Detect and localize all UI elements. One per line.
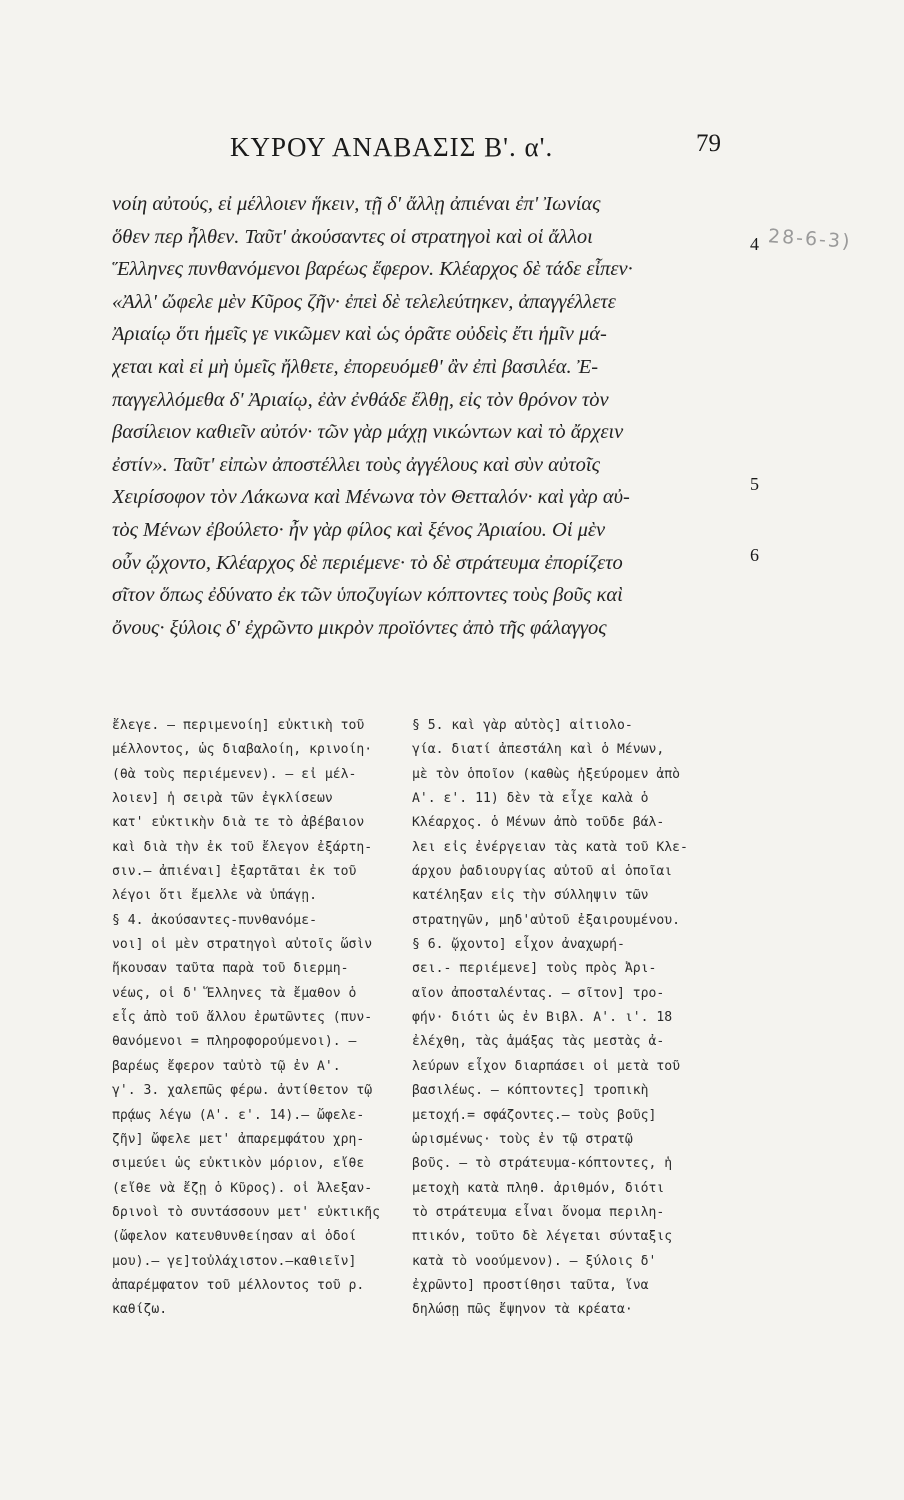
note-line: ἀπαρέμφατον τοῦ μέλλοντος τοῦ ρ. — [112, 1277, 365, 1293]
note-line: ζῆν] ὤφελε μετ' ἀπαρεμφάτου χρη- — [112, 1131, 365, 1147]
note-line: κατ' εὐκτικὴν διὰ τε τὸ ἀβέβαιον — [112, 815, 365, 831]
page-header — [0, 132, 904, 172]
text-line: Ἀριαίῳ ὅτι ἡμεῖς γε νικῶμεν καὶ ὡς ὁρᾶτε οὐδεὶς ἔτι ἡμῖν μά- — [112, 323, 607, 346]
note-line: αῖον ἀποσταλέντας. — σῖτον] τρο- — [412, 985, 665, 1001]
note-line: λοιεν] ἡ σειρὰ τῶν ἐγκλίσεων — [112, 791, 333, 807]
note-line: εἷς ἀπὸ τοῦ ἄλλου ἐρωτῶντες (πυν- — [112, 1010, 373, 1026]
note-line: κατέληξαν εἰς τὴν σύλληψιν τῶν — [412, 888, 649, 904]
note-line: γία. διατί ἀπεστάλη καὶ ὁ Μένων, — [412, 742, 665, 758]
note-line: (ὤφελον κατευθυνθείησαν αἱ ὁδοί — [112, 1229, 357, 1245]
note-line: πρᾴως λέγω (Α'. ε'. 14).— ὤφελε- — [112, 1107, 365, 1123]
margin-section-number: 4 — [750, 234, 759, 254]
note-line: πτικόν, τοῦτο δὲ λέγεται σύνταξις — [412, 1229, 673, 1245]
note-line: βασιλέως. — κόπτοντες] τροπικὴ — [412, 1083, 649, 1099]
text-line: χεται καὶ εἰ μὴ ὑμεῖς ἤλθετε, ἐπορευόμεθ' ἂν ἐπὶ βασιλέα. Ἐ- — [112, 355, 599, 378]
note-line: νοι] οἱ μὲν στρατηγοὶ αὐτοῖς ὥσὶν — [112, 937, 373, 953]
text-line: τὸς Μένων ἐβούλετο· ἦν γὰρ φίλος καὶ ξένος Ἀριαίου. Οἱ μὲν — [112, 518, 606, 541]
note-line: Κλέαρχος. ὁ Μένων ἀπὸ τοῦδε βάλ- — [412, 815, 665, 831]
note-line: § 6. ᾤχοντο] εἶχον ἀναχωρή- — [412, 937, 625, 953]
note-line: κατὰ τὸ νοούμενον). — ξύλοις δ' — [412, 1253, 657, 1269]
note-line: τὸ στράτευμα εἶναι ὄνομα περιλη- — [412, 1204, 665, 1220]
page-number: 79 — [696, 130, 721, 157]
text-line: οὖν ᾤχοντο, Κλέαρχος δὲ περιέμενε· τὸ δὲ στράτευμα ἐπορίζετο — [112, 551, 623, 574]
note-line: (εἴθε νὰ ἔζῃ ὁ Κῦρος). οἱ Ἀλεξαν- — [112, 1180, 373, 1196]
note-line: ἔλεγε. — περιμενοίη] εὐκτικὴ τοῦ — [112, 718, 365, 733]
note-line: καὶ διὰ τὴν ἐκ τοῦ ἔλεγον ἐξάρτη- — [112, 839, 373, 855]
note-line: γ'. 3. χαλεπῶς φέρω. ἀντίθετον τῷ — [112, 1083, 373, 1099]
note-line: δηλώσῃ πῶς ἔψηνον τὰ κρέατα· — [412, 1302, 633, 1318]
note-line: ὡρισμένως· τοὺς ἐν τῷ στρατῷ — [412, 1131, 633, 1147]
note-line: § 4. ἀκούσαντες-πυνθανόμε- — [112, 912, 317, 928]
note-line: λει εἰς ἐνέργειαν τὰς κατὰ τοῦ Κλε- — [412, 839, 688, 855]
note-line: βοῦς. — τὸ στράτευμα-κόπτοντες, ἡ — [412, 1156, 673, 1172]
commentary-right-column — [412, 714, 734, 1323]
note-line: ἐλέχθη, τὰς ἁμάξας τὰς μεστὰς ἀ- — [412, 1034, 665, 1050]
note-line: σιμεύει ὡς εὐκτικὸν μόριον, εἴθε — [112, 1156, 365, 1172]
text-line: βασίλειον καθιεῖν αὐτόν· τῶν γὰρ μάχῃ νικώντων καὶ τὸ ἄρχειν — [112, 421, 624, 444]
note-line: ἤκουσαν ταῦτα παρὰ τοῦ διερμη- — [112, 961, 349, 977]
note-line: Α'. ε'. 11) δὲν τὰ εἶχε καλὰ ὁ — [412, 791, 649, 807]
note-line: στρατηγῶν, μηδ'αὐτοῦ ἐξαιρουμένου. — [412, 912, 681, 928]
note-line: βαρέως ἔφερον ταὐτὸ τῷ ἐν Α'. — [112, 1058, 341, 1074]
note-line: λέγοι ὅτι ἔμελλε νὰ ὑπάγῃ. — [112, 888, 317, 904]
commentary-left-column — [112, 714, 434, 1323]
margin-section-number: 6 — [750, 545, 759, 565]
text-line: «Ἀλλ' ὤφελε μὲν Κῦρος ζῆν· ἐπεὶ δὲ τελελεύτηκεν, ἀπαγγέλλετε — [112, 290, 616, 313]
note-line: δρινοὶ τὸ συντάσσουν μετ' εὐκτικῆς — [112, 1204, 381, 1220]
text-line: σῖτον ὅπως ἐδύνατο ἐκ τῶν ὑποζυγίων κόπτοντες τοὺς βοῦς καὶ — [112, 584, 623, 607]
note-line: νέως, οἱ δ' Ἕλληνες τὰ ἔμαθον ὁ — [112, 985, 357, 1001]
note-line: § 5. καὶ γὰρ αὐτὸς] αἰτιολο- — [412, 718, 633, 733]
note-line: λεύρων εἶχον διαρπάσει οἱ μετὰ τοῦ — [412, 1058, 681, 1074]
text-line: ἐστίν». Ταῦτ' εἰπὼν ἀποστέλλει τοὺς ἀγγέλους καὶ σὺν αὐτοῖς — [112, 453, 600, 476]
note-line: καθίζω. — [112, 1302, 168, 1318]
text-line: ὄνους· ξύλοις δ' ἐχρῶντο μικρὸν προϊόντες ἀπὸ τῆς φάλαγγος — [112, 616, 607, 639]
note-line: μετοχή.= σφάζοντες.— τοὺς βοῦς] — [412, 1107, 657, 1123]
note-line: φήν· διότι ὡς ἐν Βιβλ. Α'. ι'. 18 — [412, 1010, 673, 1026]
note-line: μετοχὴ κατὰ πληθ. ἀριθμόν, διότι — [412, 1180, 665, 1196]
margin-section-number: 5 — [750, 474, 759, 494]
text-line: παγγελλόμεθα δ' Ἀριαίῳ, ἐὰν ἐνθάδε ἔλθῃ, εἰς τὸν θρόνον τὸν — [112, 388, 609, 411]
text-line: Ἕλληνες πυνθανόμενοι βαρέως ἔφερον. Κλέαρχος δὲ τάδε εἶπεν· — [112, 258, 633, 281]
note-line: σει.- περιέμενε] τοὺς πρὸς Ἀρι- — [412, 961, 657, 977]
note-line: μέλλοντος, ὡς διαβαλοίη, κρινοίη· — [112, 742, 373, 758]
note-line: άρχου ῥαδιουργίας αὐτοῦ αἱ ὁποῖαι — [412, 864, 673, 880]
note-line: μου).— γε]τοὐλάχιστον.—καθιεῖν] — [112, 1253, 357, 1269]
text-line: νοίη αὐτούς, εἰ μέλλοιεν ἥκειν, τῇ δ' ἄλλῃ ἀπιέναι ἐπ' Ἰωνίας — [112, 193, 601, 215]
text-line: Χειρίσοφον τὸν Λάκωνα καὶ Μένωνα τὸν Θετταλόν· καὶ γὰρ αὐ- — [112, 486, 630, 509]
note-line: μὲ τὸν ὁποῖον (καθὼς ἠξεύρομεν ἀπὸ — [412, 766, 681, 782]
note-line: (θὰ τοὺς περιέμενεν). — εἰ μέλ- — [112, 766, 357, 782]
note-line: θανόμενοι = πληροφορούμενοι). — — [112, 1034, 357, 1050]
handwritten-pencil-note: 28-6-3) — [767, 225, 853, 253]
running-title: ΚΥΡΟΥ ΑΝΑΒΑΣΙΣ Β'. α'. — [230, 132, 554, 162]
note-line: ἐχρῶντο] προστίθησι ταῦτα, ἵνα — [412, 1277, 649, 1293]
text-line: ὅθεν περ ἦλθεν. Ταῦτ' ἀκούσαντες οἱ στρατηγοὶ καὶ οἱ ἄλλοι — [112, 225, 593, 248]
note-line: σιν.— ἀπιέναι] ἐξαρτᾶται ἐκ τοῦ — [112, 864, 357, 880]
main-text-block — [112, 188, 742, 644]
